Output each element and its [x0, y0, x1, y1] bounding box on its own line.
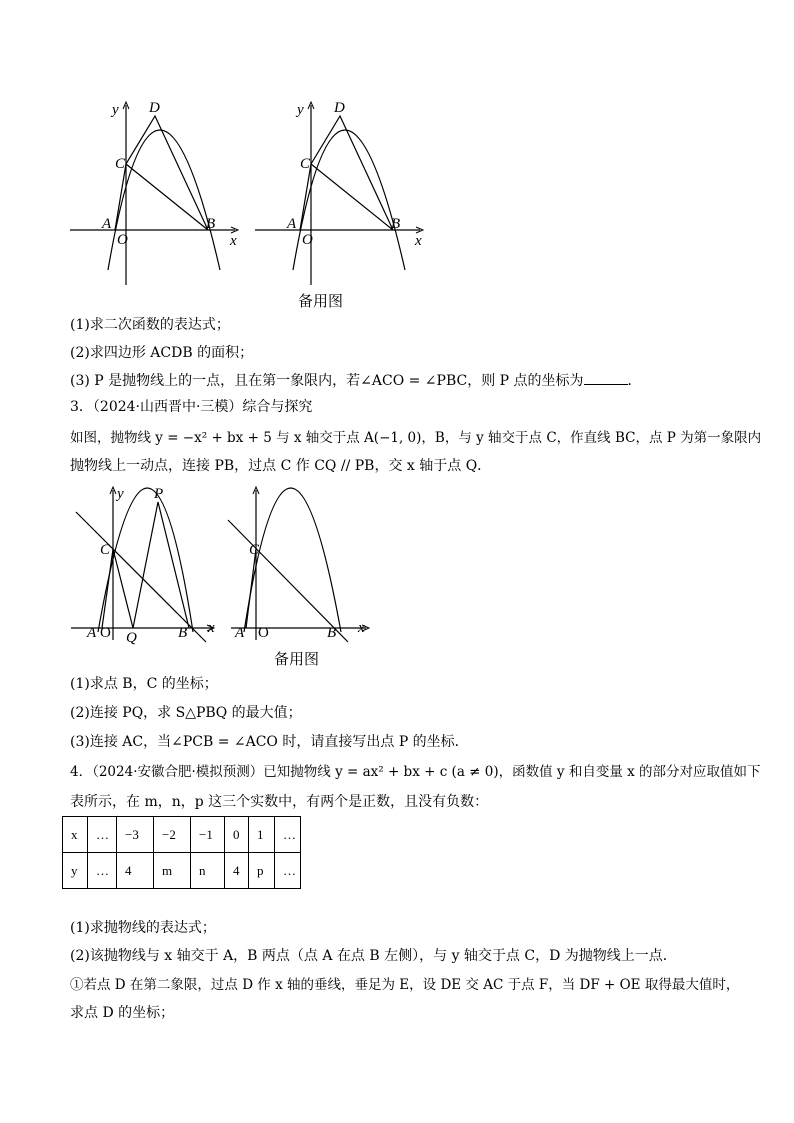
q4-part-2: (2)该抛物线与 x 轴交于 A，B 两点（点 A 在点 B 左侧），与 y 轴交于点 C，D 为抛物线上一点．	[70, 948, 677, 964]
table-row	[63, 853, 301, 889]
q3-part-3: (3)连接 AC，当∠PCB = ∠ACO 时，请直接写出点 P 的坐标．	[70, 734, 469, 750]
label-O: O	[100, 625, 111, 641]
label-O: O	[258, 625, 269, 641]
figure-1-diagrams	[60, 90, 440, 290]
figure-2-caption: 备用图	[274, 650, 320, 668]
table-cell: m	[154, 853, 191, 889]
label-y: y	[112, 102, 119, 118]
table-cell: −2	[154, 817, 191, 853]
label-O: O	[117, 232, 128, 248]
table-cell: −3	[117, 817, 154, 853]
table-cell: n	[191, 853, 225, 889]
label-x: x	[358, 620, 365, 636]
table-cell: y	[63, 853, 88, 889]
table-cell: …	[275, 853, 301, 889]
label-x: x	[230, 233, 237, 249]
table-cell: …	[275, 817, 301, 853]
label-B: B	[327, 625, 337, 641]
q3-stem-2: 抛物线上一动点，连接 PB，过点 C 作 CQ // PB，交 x 轴于点 Q．	[70, 458, 492, 474]
table-cell: …	[88, 853, 117, 889]
label-A: A	[87, 625, 97, 641]
q3-part-1: (1)求点 B，C 的坐标；	[70, 676, 218, 692]
q2-part-1: (1)求二次函数的表达式；	[70, 317, 230, 333]
diagram-right	[228, 487, 369, 642]
label-D: D	[149, 100, 160, 116]
q4-part-1: (1)求抛物线的表达式；	[70, 920, 216, 936]
q3-stem-1: 如图，抛物线 y = −x² + bx + 5 与 x 轴交于点 A(−1, 0)，B，与 y 轴交于点 C，作直线 BC，点 P 为第一象限内	[70, 430, 762, 446]
table-cell: 4	[225, 853, 249, 889]
label-A: A	[102, 216, 112, 232]
table-row	[63, 817, 301, 853]
table-cell: 1	[249, 817, 275, 853]
label-x: x	[415, 233, 422, 249]
table-cell: x	[63, 817, 88, 853]
diagram-left	[71, 486, 215, 646]
label-B: B	[206, 216, 216, 232]
label-A: A	[287, 216, 297, 232]
q4-stem-2: 表所示，在 m，n，p 这三个实数中，有两个是正数，且没有负数：	[70, 794, 489, 810]
answer-blank	[584, 370, 628, 385]
table-cell: −1	[191, 817, 225, 853]
q4-part-2-1-cont: 求点 D 的坐标；	[70, 1005, 175, 1021]
q4-stem-1: 4．（2024·安徽合肥·模拟预测）已知抛物线 y = ax² + bx + c (a ≠ 0)，函数值 y 和自变量 x 的部分对应取值如下	[70, 764, 761, 780]
diagram-right	[255, 100, 423, 285]
label-C: C	[100, 542, 111, 558]
q4-part-2-1: ①若点 D 在第二象限，过点 D 作 x 轴的垂线，垂足为 E，设 DE 交 AC 于点 F，当 DF + OE 取得最大值时，	[70, 977, 740, 993]
figure-1-caption: 备用图	[298, 292, 344, 310]
label-C: C	[249, 542, 260, 558]
q2-part-3-tail: ．	[627, 373, 642, 389]
figure-2-diagrams	[66, 482, 376, 647]
label-A: A	[235, 625, 245, 641]
q2-part-3-line	[70, 370, 642, 391]
q2-part-3: (3) P 是抛物线上的一点，且在第一象限内，若∠ACO = ∠PBC，则 P 点的坐标为	[70, 373, 584, 389]
value-table	[62, 816, 301, 889]
label-C: C	[115, 156, 126, 172]
table-cell: 4	[117, 853, 154, 889]
label-y: y	[297, 102, 304, 118]
table-cell: p	[249, 853, 275, 889]
q2-part-2: (2)求四边形 ACDB 的面积；	[70, 345, 254, 361]
q3-part-2: (2)连接 PQ，求 S△PBQ 的最大值；	[70, 705, 302, 721]
label-B: B	[391, 216, 401, 232]
label-C: C	[300, 156, 311, 172]
label-O: O	[302, 232, 313, 248]
label-P: P	[154, 486, 164, 502]
label-Q: Q	[126, 630, 137, 646]
label-B: B	[178, 625, 188, 641]
label-x: x	[208, 620, 215, 636]
diagram-left	[70, 100, 238, 285]
label-D: D	[334, 100, 345, 116]
q3-heading: 3．（2024·山西晋中·三模）综合与探究	[70, 399, 313, 415]
table-cell: 0	[225, 817, 249, 853]
table-cell: …	[88, 817, 117, 853]
label-y: y	[117, 486, 124, 502]
